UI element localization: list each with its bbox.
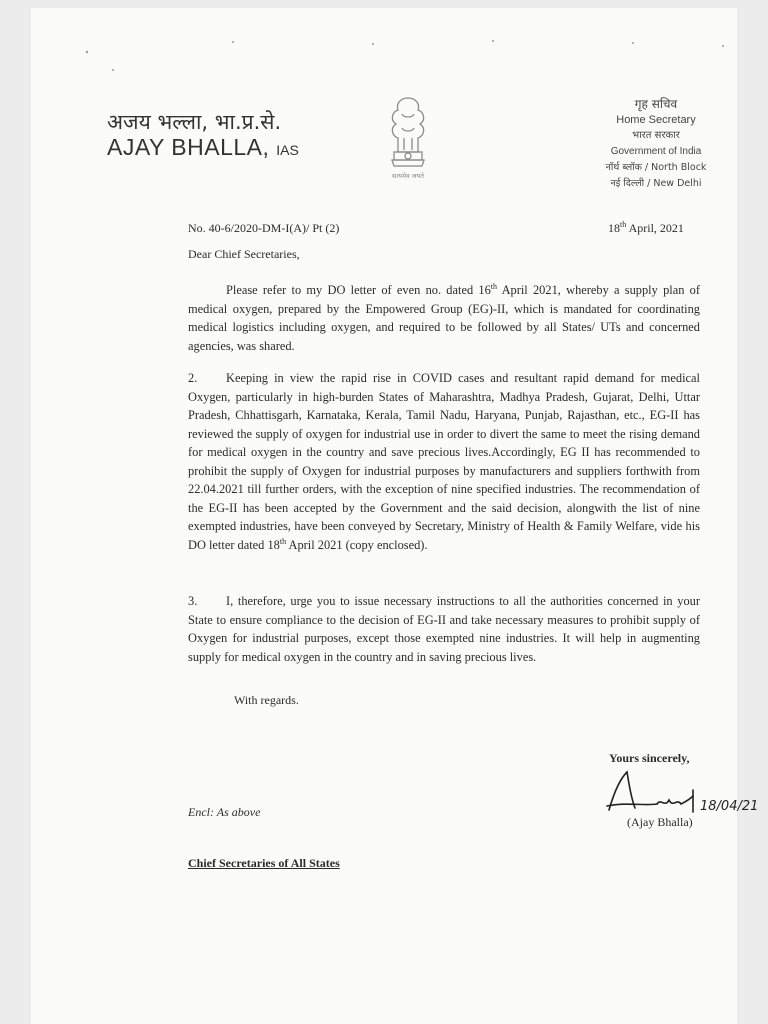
paragraph-1: Please refer to my DO letter of even no. dated 16th April 2021, whereby a supply plan of medical oxygen, prepared by the Empowered Group (EG)-II, which is mandated for coordinating medical logistics including oxygen, and required to be followed by all States/ UTs and concerned agencies, was shared. <box>188 281 700 353</box>
recipient: Chief Secretaries of All States <box>188 856 340 870</box>
emblem-motto: सत्यमेव जयते <box>392 172 424 180</box>
salutation: Dear Chief Secretaries, <box>188 247 300 261</box>
paragraph-number: 3. <box>188 594 198 608</box>
title-hindi: गृह सचिव <box>634 97 678 111</box>
letter-page <box>31 8 759 1024</box>
govt-english: Government of India <box>610 146 702 157</box>
scan-marks <box>73 38 733 78</box>
enclosure-note: Encl: As above <box>188 805 261 819</box>
national-emblem <box>376 90 440 190</box>
block-address: नॉर्थ ब्लॉक / North Block <box>605 162 707 173</box>
letter-date: 18th April, 2021 <box>608 220 684 235</box>
govt-hindi: भारत सरकार <box>632 130 680 141</box>
paragraph-number: 2. <box>188 371 198 385</box>
signatory-name: (Ajay Bhalla) <box>627 815 693 829</box>
city-address: नई दिल्ली / New Delhi <box>610 178 702 189</box>
reference-number: No. 40-6/2020-DM-I(A)/ Pt (2) <box>188 221 340 235</box>
signature-date: 18/04/21 <box>700 799 759 814</box>
regards-line: With regards. <box>234 693 299 707</box>
service-suffix: IAS <box>276 142 299 158</box>
name-hindi: अजय भल्ला, भा.प्र.से. <box>107 110 282 134</box>
paragraph-3: 3. I, therefore, urge you to issue necessary instructions to all the authorities concerned in your State to ensure compliance to the decision of EG-II and take necessary measures to prohibit supply of Oxygen for industrial purposes, except those exempted nine industries. It will help in augmenting supply for medical oxygen in the country and in saving precious lives. <box>188 594 700 664</box>
name-english: AJAY BHALLA, IAS <box>107 134 299 160</box>
title-english: Home Secretary <box>616 114 696 126</box>
paragraph-2: 2. Keeping in view the rapid rise in COVID cases and resultant rapid demand for medical Oxygen, particularly in high-burden States of Maharashtra, Madhya Pradesh, Gujarat, Delhi, Uttar Pradesh, Chhattisgarh, Karnataka, Kerala, Tamil Nadu, Haryana, Punjab, Rajasthan, etc., EG-II has reviewed the supply of oxygen for industrial use in order to divert the same to meet the rising demand for medical oxygen in the country and save precious lives.Accordingly, EG II has recommended to prohibit the supply of Oxygen for industrial purposes by manufacturers and suppliers forthwith from 22.04.2021 till further orders, with the exception of nine specified industries. The recommendation of the EG-II has been accepted by the Government and the said decision, alongwith the list of nine exempted industries, have been conveyed by Secretary, Ministry of Health & Family Welfare, vide his DO letter dated 18th April 2021 (copy enclosed). <box>188 371 700 552</box>
closing-line: Yours sincerely, <box>609 751 690 765</box>
designation-block <box>586 96 726 192</box>
